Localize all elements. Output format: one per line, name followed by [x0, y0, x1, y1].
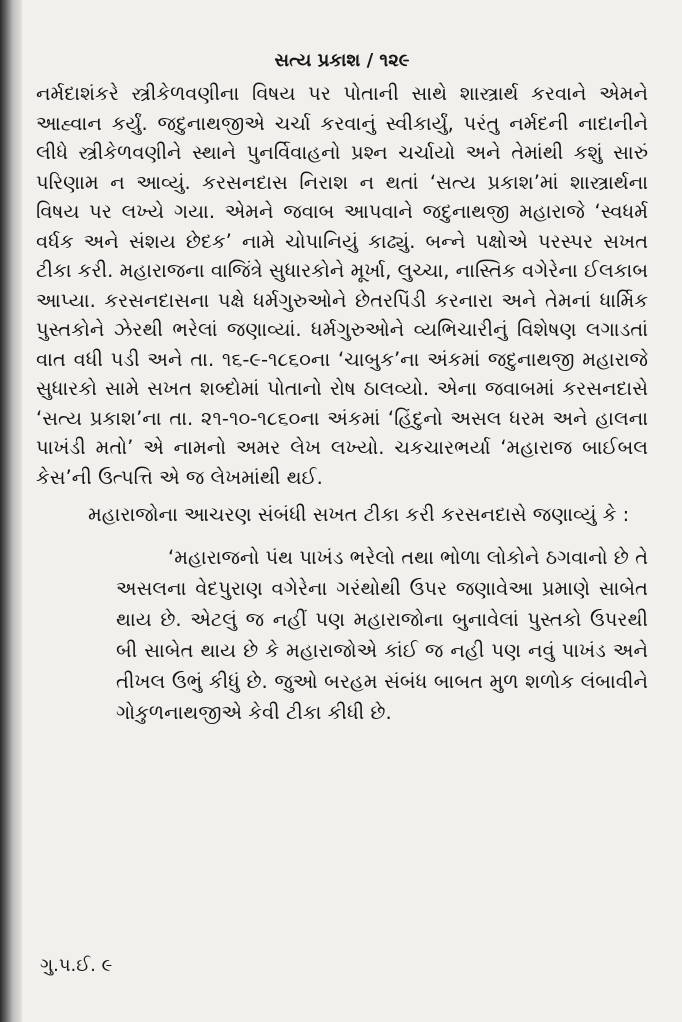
body-paragraph-2: મહારાજોના આચરણ સંબંધી સખત ટીકા કરી કરસનદાસે જણાવ્યું કે :: [88, 503, 630, 526]
block-quote: ‘મહારાજનો પંથ પાખંડ ભરેલો તથા ભોળા લોકોને ઠગવાનો છે તે અસલના વેદપુરાણ વગેરેના ગરંથોથી ઉપર જણાવેઆ પ્રમાણે સાબેત થાય છે. એટલું જ નહીં પણ મહારાજોના બુનાવેલાં પુસ્તકો ઉપરથી બી સાબેત થાય છે કે મહારાજોએ કાંઈ જ નહી પણ નવું પાખંડ અને તીખલ ઉભું કીધું છે. જુઓ બરહમ સંબંધ બાબત મુળ શળોક લંબાવીને ગોકુળનાથજીએ કેવી ટીકા કીધી છે.: [116, 545, 649, 724]
book-gutter-shadow: [0, 0, 22, 1022]
body-paragraph-1: નર્મદાશંકરે સ્ત્રીકેળવણીના વિષય પર પોતાની સાથે શાસ્ત્રાર્થ કરવાને એમને આહ્વાન કર્યું. જદુનાથજીએ ચર્ચા કરવાનું સ્વીકાર્યું, પરંતુ નર્મદની નાદાનીને લીધે સ્ત્રીકેળવણીને સ્થાને પુનર્વિવાહનો પ્રશ્ન ચર્ચાયો અને તેમાંથી કશું સારું પરિણામ ન આવ્યું. કરસનદાસ નિરાશ ન થતાં ‘સત્ય પ્રકાશ’માં શાસ્ત્રાર્થના વિષય પર લખ્યે ગયા. એમને જવાબ આપવાને જદુનાથજી મહારાજે ‘સ્વધર્મ વર્ધક અને સંશય છેદક’ નામે ચોપાનિયું કાઢ્યું. બન્ને પક્ષોએ પરસ્પર સખત ટીકા કરી. મહારાજના વાજિંત્રે સુધારકોને મૂર્ખા, લુચ્ચા, નાસ્તિક વગેરેના ઈલકાબ આપ્યા. કરસનદાસના પક્ષે ધર્મગુરુઓને છેતરપિંડી કરનારા અને તેમનાં ધાર્મિક પુસ્તકોને ઝેરથી ભરેલાં જણાવ્યાં. ધર્મગુરુઓને વ્યભિચારીનું વિશેષણ લગાડતાં વાત વધી પડી અને તા. ૧૬-૯-૧૮૬૦ના ‘ચાબુક’ના અંકમાં જદુનાથજી મહારાજે સુધારકો સામે સખત શબ્દોમાં પોતાનો રોષ ઠાલવ્યો. એના જવાબમાં કરસનદાસે ‘સત્ય પ્રકાશ’ના તા. ૨૧-૧૦-૧૮૬૦ના અંકમાં ‘હિંદુનો અસલ ધરમ અને હાલના પાખંડી મતો’ એ નામનો અમર લેખ લખ્યો. ચકચારભર્યા ‘મહારાજ બાઈબલ કેસ’ની ઉત્પત્તિ એ જ લેખમાંથી થઈ.: [36, 82, 648, 489]
page-footer-signature: ગુ.પ.ઈ. ૯: [40, 955, 113, 976]
book-page: [36, 50, 648, 728]
page-header: સત્ય પ્રકાશ / ૧૨૯: [274, 50, 410, 71]
